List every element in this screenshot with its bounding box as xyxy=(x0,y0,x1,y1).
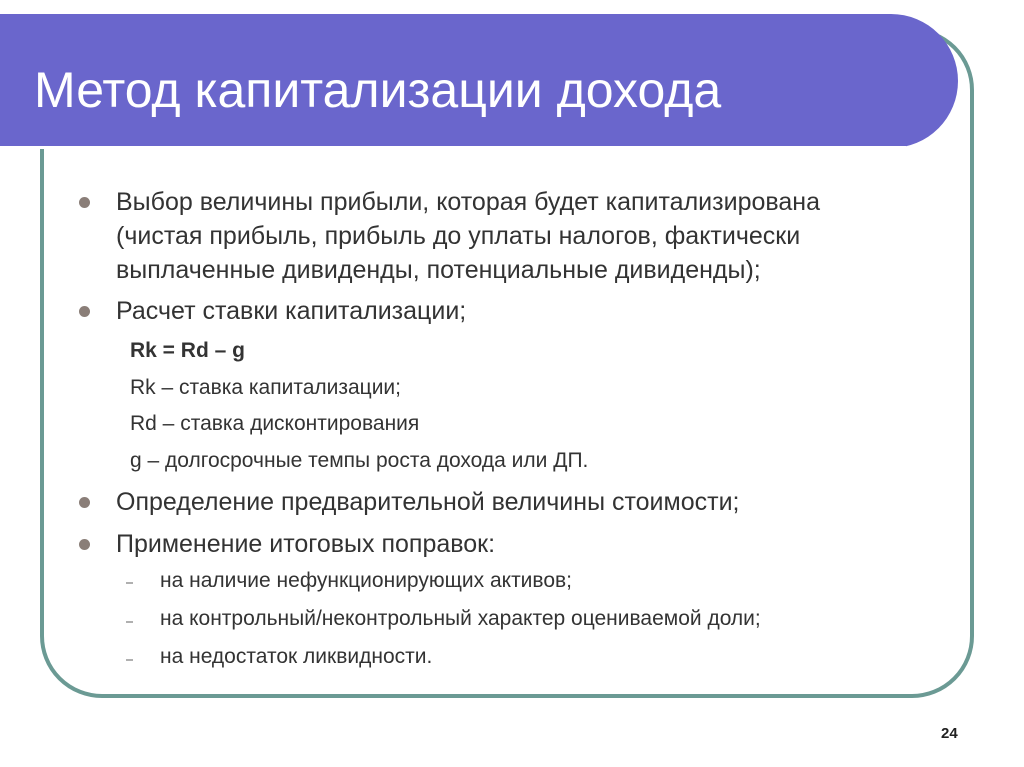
bullet-3-text: Определение предварительной величины стоимости; xyxy=(116,488,740,516)
formula-rk-definition: Rk – ставка капитализации; xyxy=(130,376,402,399)
slide-title: Метод капитализации дохода xyxy=(34,62,722,118)
formula-rd-definition: Rd – ставка дисконтирования xyxy=(130,412,420,435)
adjustment-item-3: на недостаток ликвидности. xyxy=(160,645,433,668)
bullet-marker xyxy=(79,497,90,508)
dash-marker xyxy=(126,582,133,584)
bullet-1-line-2: (чистая прибыль, прибыль до уплаты налогов, фактически xyxy=(116,222,801,250)
dash-marker xyxy=(126,621,133,623)
adjustment-item-1: на наличие нефункционирующих активов; xyxy=(160,569,573,592)
adjustment-item-2: на контрольный/неконтрольный характер оцениваемой доли; xyxy=(160,607,761,630)
bullet-1-line-1: Выбор величины прибыли, которая будет капитализирована xyxy=(116,188,820,216)
formula-g-definition: g – долгосрочные темпы роста дохода или ДП. xyxy=(130,449,589,472)
bullet-4-text: Применение итоговых поправок: xyxy=(116,530,496,558)
bullet-marker xyxy=(79,539,90,550)
formula: Rk = Rd – g xyxy=(130,339,245,362)
page-number: 24 xyxy=(941,725,958,742)
bullet-2-text: Расчет ставки капитализации; xyxy=(116,297,467,325)
bullet-marker xyxy=(79,197,90,208)
dash-marker xyxy=(126,659,133,661)
bullet-1-line-3: выплаченные дивиденды, потенциальные дивиденды); xyxy=(116,256,761,284)
bullet-marker xyxy=(79,306,90,317)
